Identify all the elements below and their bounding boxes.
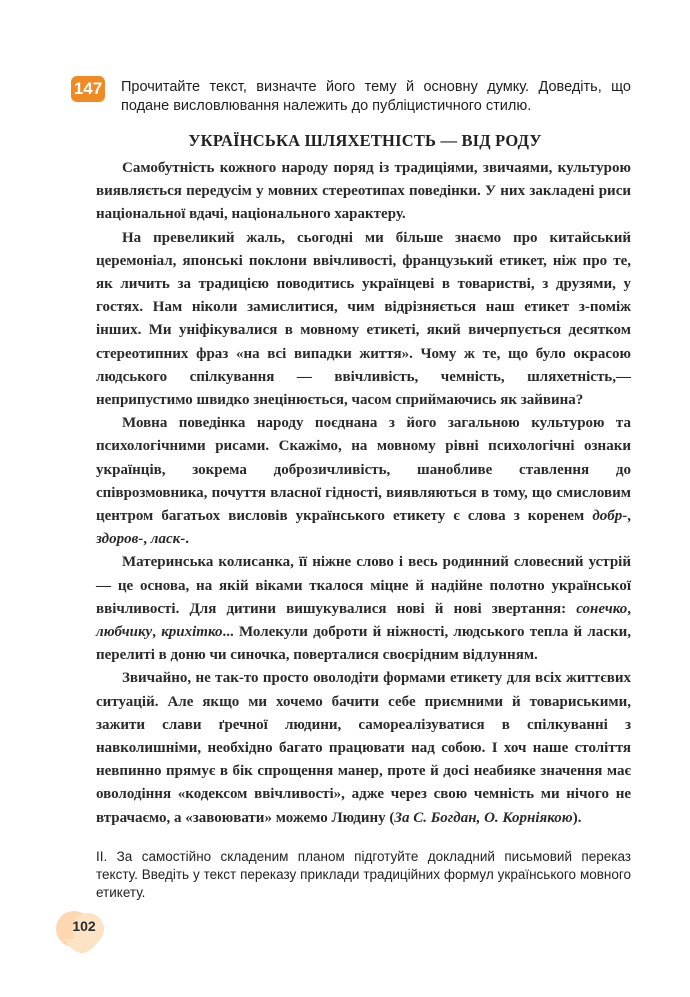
text-run: , — [627, 600, 631, 617]
page-number: 102 — [72, 918, 96, 934]
italic-term: ласк- — [150, 531, 186, 548]
text-run: Самобутність кожного народу поряд із традиціями, звичаями, культурою виявляється передусім у мовних стереотипах поведінки. У них закладені риси національної вдачі, національного характеру. — [96, 160, 631, 223]
italic-term: любчику — [96, 624, 153, 641]
text-run: , — [627, 508, 631, 525]
article-paragraph — [96, 412, 631, 551]
text-run: Звичайно, не так-то просто оволодіти формами етикету для всіх життєвих ситуацій. Але якщо ми хочемо бачити себе приємними й товариськими, зажити слави ґречної людини, самореалізуватися в спілкуванні з навколишніми, необхідно багато працювати над собою. І хоч наше століття невпинно прямує в бік спрощення манер, проте й досі неабияке значення має оволодіння «кодексом ввічливості», адже через свою чемність ми нічого не втрачаємо, а «завоювати» можемо Людину ( — [96, 670, 631, 826]
italic-term: крихітко — [161, 624, 223, 641]
text-run: , — [143, 531, 151, 548]
text-run: ... Молекули доброти й ніжності, людського тепла й ласки, перелиті в доню чи синочка, поверталися своєрідним відлунням. — [96, 624, 631, 664]
italic-term: сонечко — [576, 600, 628, 617]
italic-term: здоров- — [96, 531, 144, 548]
article-title: УКРАЇНСЬКА ШЛЯХЕТНІСТЬ — ВІД РОДУ — [188, 131, 542, 150]
task-instruction: Прочитайте текст, визначте його тему й основну думку. Доведіть, що подане висловлювання належить до публіцистичного стилю. — [121, 79, 631, 114]
assignment-text: ІІ. За самостійно складеним планом підготуйте докладний письмовий переказ тексту. Введіть у текст переказу приклади традиційних формул українського мовного етикету. — [96, 849, 631, 900]
text-run: , — [152, 624, 162, 641]
text-run: ). — [572, 809, 582, 826]
italic-term: За С. Богдан, О. Корніякою — [394, 809, 573, 826]
article-paragraph — [96, 667, 631, 829]
article-paragraph — [96, 551, 631, 667]
article-paragraph — [96, 227, 631, 413]
text-run: На превеликий жаль, сьогодні ми більше знаємо про китайський церемоніал, японські поклони ввічливості, французький етикет, ніж про те, як личить за традицією поводитись українцеві в товаристві, з друзями, у гостях. Нам ніколи замислитися, чим відрізняється наш етикет з-поміж інших. Ми уніфікувалися в мовному етикеті, який вичерпується десятком стереотипних фраз «на всі випадки життя». Чому ж те, що було окрасою людського спілкування — ввічливість, чемність, шляхетність,— неприпустимо швидко знецінюється, часом сприймаючись як зайвина? — [96, 229, 631, 409]
text-run: Мовна поведінка народу поєднана з його загальною культурою та психологічними рисами. Скажімо, на мовному рівні психологічні ознаки українців, зокрема доброзичливість, шанобливе ставлення до співрозмовника, почуття власної гідності, виявляються в тому, що смисловим центром багатьох висловів українського етикету є слова з коренем — [96, 415, 631, 525]
article-paragraph — [96, 157, 631, 227]
article-body — [96, 157, 631, 830]
italic-term: добр- — [592, 508, 628, 525]
text-run: Материнська колисанка, її ніжне слово і весь родинний словесний устрій — це основа, на якій віками ткалося міцне й надійне полотно української ввічливості. Для дитини вишукувалися нові й нові звертання: — [96, 554, 631, 617]
task-number-badge: 147 — [71, 76, 105, 102]
text-run: . — [185, 531, 189, 548]
